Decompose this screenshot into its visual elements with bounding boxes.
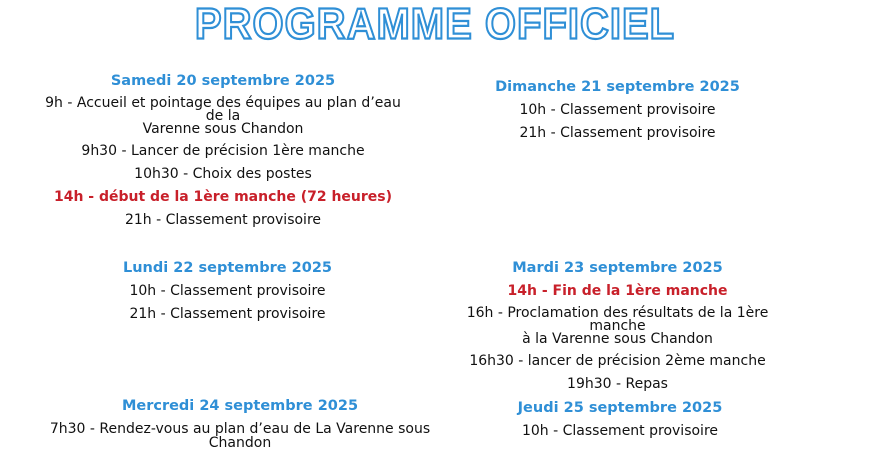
schedule-item: 9h30 - Lancer de précision 1ère manche: [81, 143, 365, 159]
schedule-item: 16h30 - lancer de précision 2ème manche: [469, 353, 766, 369]
day-block-jeudi: [455, 401, 785, 447]
day-block-mercredi: [30, 399, 450, 459]
day-title: Dimanche 21 septembre 2025: [495, 79, 740, 95]
day-block-mardi: [440, 261, 795, 400]
schedule-item: 16h - Proclamation des résultats de la 1ère manche à la Varenne sous Chandon: [466, 305, 769, 347]
day-title: Samedi 20 septembre 2025: [110, 73, 336, 89]
day-title: Mercredi 24 septembre 2025: [121, 398, 359, 414]
day-block-lundi: [45, 261, 410, 330]
schedule-item: 14h - début de la 1ère manche (72 heures): [53, 189, 393, 205]
schedule-item: 21h - Classement provisoire: [124, 212, 322, 228]
schedule-item: 14h - Fin de la 1ère manche: [507, 283, 728, 299]
schedule-item: 10h - Classement provisoire: [521, 423, 719, 439]
schedule-item: 9h - Accueil et pointage des équipes au plan d’eau de la Varenne sous Chandon: [45, 95, 401, 137]
schedule-item: 10h - Classement provisoire: [129, 283, 326, 299]
day-title: Jeudi 25 septembre 2025: [517, 400, 723, 416]
schedule-item: 7h30 - Rendez-vous au plan d’eau de La Varenne sous Chandon: [49, 421, 431, 451]
day-title: Mardi 23 septembre 2025: [512, 260, 723, 276]
schedule-item: 10h30 - Choix des postes: [134, 166, 312, 182]
page-title: PROGRAMME OFFICIEL: [194, 0, 676, 49]
schedule-item: 19h30 - Repas: [567, 376, 668, 392]
day-block-samedi: [38, 74, 408, 236]
schedule-item: 21h - Classement provisoire: [519, 125, 716, 141]
day-block-dimanche: [445, 80, 790, 149]
schedule-item: 10h - Classement provisoire: [519, 102, 716, 118]
day-title: Lundi 22 septembre 2025: [123, 260, 332, 276]
schedule-item: 21h - Classement provisoire: [129, 306, 326, 322]
